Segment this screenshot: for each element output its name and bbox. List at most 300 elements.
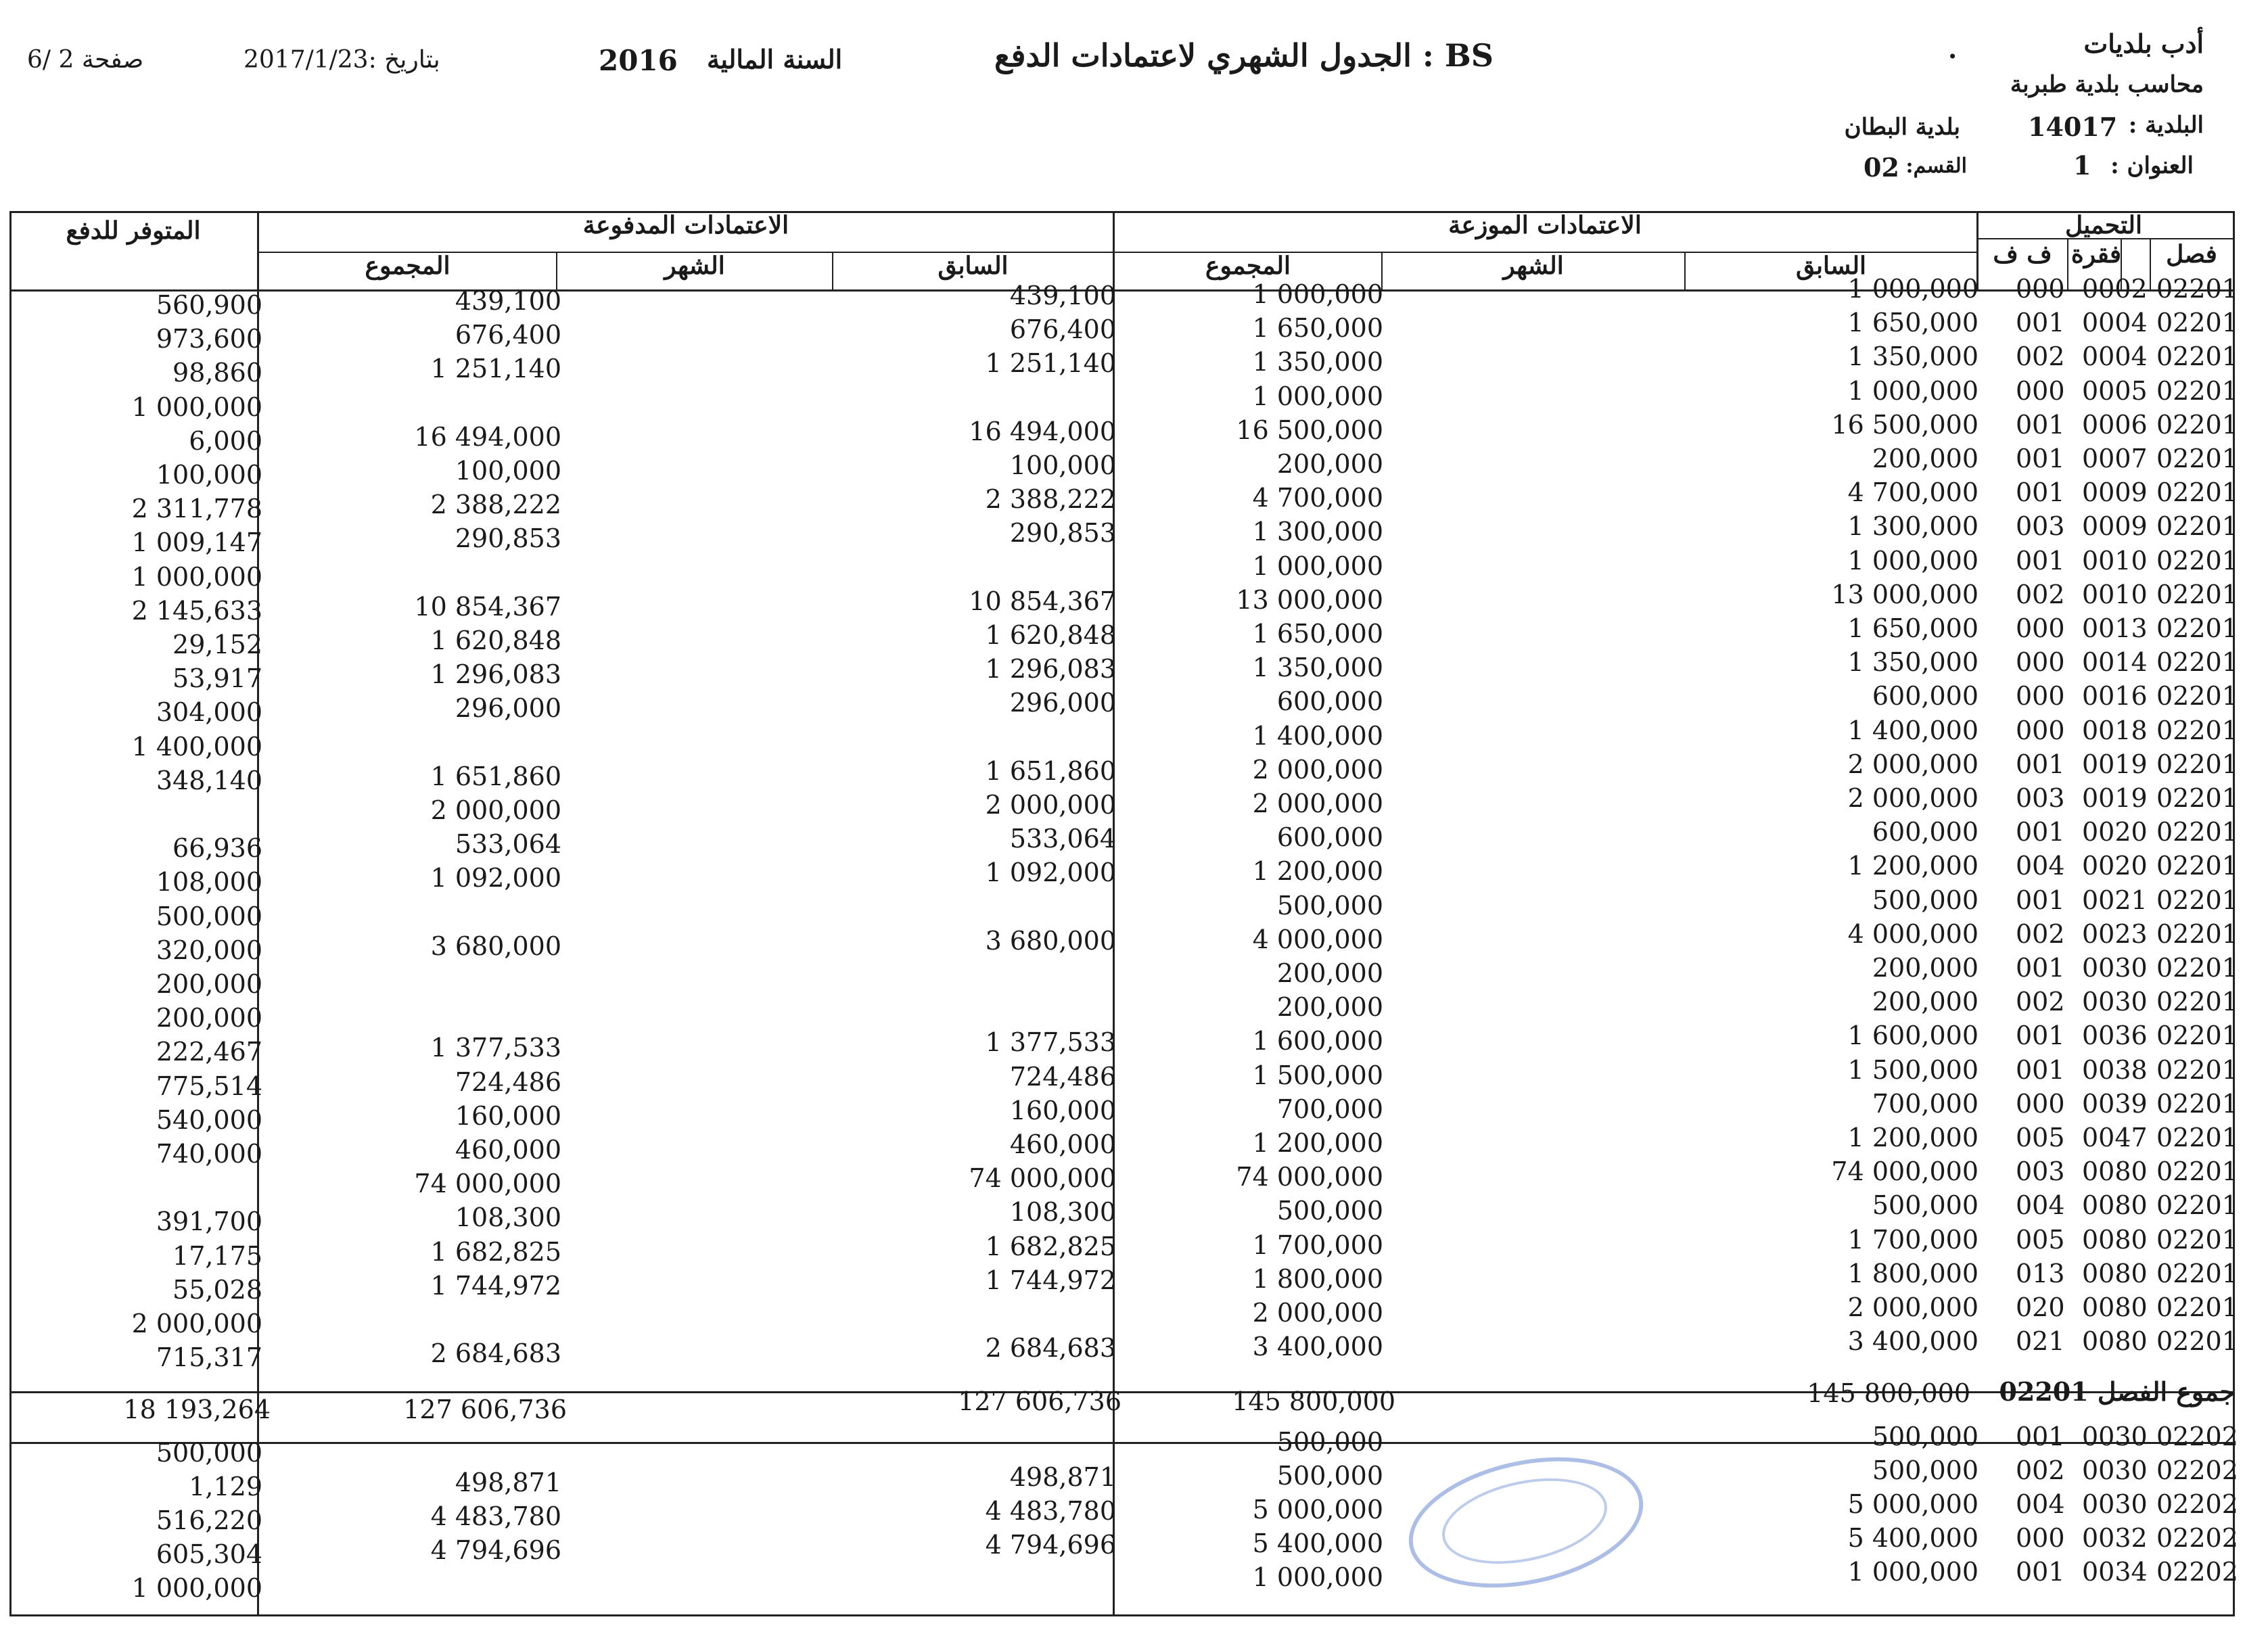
- chapter-code: 02202: [2156, 1489, 2238, 1519]
- available-amount: 6,000: [189, 425, 262, 456]
- distributed-previous: 1 600,000: [1847, 1021, 1978, 1051]
- paid-total: 724,486: [455, 1067, 561, 1097]
- sub-code: 002: [2016, 342, 2065, 372]
- distributed-total: 1 350,000: [1252, 653, 1383, 683]
- available-amount: 2 311,778: [131, 494, 262, 524]
- paragraph-code: 0014: [2082, 647, 2148, 678]
- col-paid-month: الشهر: [664, 252, 725, 280]
- paragraph-code: 0016: [2082, 681, 2148, 712]
- subtotal-distributed-previous: 145 800,000: [1807, 1378, 1970, 1408]
- distributed-total: 13 000,000: [1236, 584, 1383, 615]
- paid-total: 10 854,367: [414, 591, 561, 622]
- sub-code: 003: [2016, 511, 2065, 542]
- available-amount: 2 000,000: [131, 1309, 262, 1338]
- distributed-previous: 2 000,000: [1847, 783, 1978, 813]
- paid-total: 108,300: [455, 1203, 561, 1233]
- paid-previous: 10 854,367: [969, 586, 1116, 616]
- paragraph-code: 0030: [2082, 1455, 2148, 1485]
- paragraph-code: 0032: [2082, 1523, 2148, 1553]
- paid-previous: 108,300: [1009, 1197, 1116, 1228]
- paragraph-code: 0030: [2082, 1489, 2148, 1519]
- paid-total: 1 251,140: [430, 354, 561, 384]
- available-amount: 775,514: [156, 1071, 262, 1101]
- distributed-previous: 700,000: [1872, 1088, 1978, 1119]
- distributed-previous: 500,000: [1872, 1422, 1978, 1451]
- paid-total: 1 620,848: [430, 626, 561, 655]
- available-amount: 516,220: [156, 1506, 262, 1535]
- sub-code: 013: [2016, 1258, 2065, 1288]
- distributed-previous: 600,000: [1872, 681, 1978, 712]
- distributed-total: 200,000: [1276, 958, 1383, 988]
- paid-previous: 4 483,780: [985, 1496, 1116, 1526]
- distributed-total: 1 000,000: [1252, 551, 1383, 581]
- distributed-previous: 1 650,000: [1847, 308, 1978, 338]
- paid-previous: 460,000: [1009, 1129, 1116, 1159]
- paid-previous: 676,400: [1009, 314, 1116, 345]
- chapter-code: 02201: [2156, 613, 2238, 643]
- distributed-total: 500,000: [1276, 890, 1383, 920]
- chapter-code: 02201: [2156, 375, 2238, 406]
- paragraph-code: 0038: [2082, 1054, 2148, 1085]
- distributed-total: 5 400,000: [1252, 1529, 1383, 1558]
- available-amount: 29,152: [172, 630, 262, 659]
- paid-previous: 533,064: [1009, 824, 1116, 854]
- paid-total: 460,000: [455, 1135, 561, 1165]
- paragraph-code: 0080: [2082, 1292, 2148, 1322]
- paragraph-code: 0013: [2082, 613, 2148, 643]
- distributed-total: 4 700,000: [1252, 483, 1383, 513]
- paragraph-code: 0004: [2082, 342, 2148, 372]
- sub-code: 001: [2016, 1054, 2065, 1085]
- paragraph-code: 0047: [2082, 1123, 2148, 1152]
- distributed-total: 3 400,000: [1252, 1332, 1383, 1362]
- available-amount: 1 000,000: [131, 392, 262, 422]
- sub-code: 000: [2016, 613, 2065, 643]
- paid-previous: 1 092,000: [985, 858, 1116, 888]
- sub-code: 001: [2016, 1422, 2065, 1451]
- distributed-previous: 600,000: [1872, 817, 1978, 847]
- chapter-code: 02201: [2156, 1258, 2238, 1288]
- distributed-total: 200,000: [1276, 992, 1383, 1023]
- distributed-previous: 1 000,000: [1847, 545, 1978, 576]
- paragraph-code: 0036: [2082, 1021, 2148, 1051]
- subtotal-distributed-total: 145 800,000: [1232, 1386, 1395, 1416]
- sub-code: 000: [2016, 715, 2065, 745]
- distributed-total: 1 700,000: [1252, 1230, 1383, 1260]
- available-amount: 55,028: [172, 1274, 262, 1305]
- distributed-previous: 1 000,000: [1847, 1557, 1978, 1587]
- paid-total: 100,000: [455, 456, 561, 486]
- paragraph-code: 0023: [2082, 918, 2148, 949]
- paid-previous: 1 620,848: [985, 620, 1116, 650]
- sub-code: 002: [2016, 1455, 2065, 1485]
- chapter-code: 02201: [2156, 545, 2238, 576]
- paid-total: 290,853: [455, 523, 561, 554]
- distributed-total: 74 000,000: [1236, 1162, 1383, 1192]
- sub-code: 004: [2016, 851, 2065, 881]
- paid-total: 160,000: [455, 1100, 561, 1131]
- paragraph-code: 0010: [2082, 579, 2148, 609]
- distributed-total: 1 200,000: [1252, 1128, 1383, 1158]
- title-value: 1: [2073, 150, 2091, 181]
- paid-total: 498,871: [455, 1468, 561, 1497]
- distributed-previous: 1 350,000: [1847, 342, 1978, 372]
- available-amount: 348,140: [156, 765, 262, 795]
- available-amount: 500,000: [156, 1438, 262, 1468]
- available-amount: 1,129: [189, 1472, 262, 1501]
- distributed-previous: 1 200,000: [1847, 1123, 1978, 1152]
- paid-previous: 3 680,000: [985, 925, 1116, 956]
- sub-code: 001: [2016, 1557, 2065, 1587]
- paragraph-code: 0005: [2082, 375, 2148, 406]
- available-amount: 98,860: [172, 358, 262, 388]
- paid-previous: 439,100: [1009, 281, 1116, 310]
- distributed-previous: 1 700,000: [1847, 1224, 1978, 1255]
- municipality-name: بلدية البطان: [1844, 114, 1960, 141]
- page-number: صفحة 2 /6: [27, 46, 144, 74]
- paid-previous: 1 251,140: [985, 348, 1116, 379]
- col-distributed-previous: السابق: [1795, 252, 1867, 280]
- chapter-code: 02201: [2156, 1054, 2238, 1085]
- paragraph-code: 0030: [2082, 953, 2148, 983]
- available-amount: 304,000: [156, 697, 262, 728]
- sub-code: 004: [2016, 1489, 2065, 1519]
- chapter-code: 02201: [2156, 511, 2238, 542]
- col-sub: ف ف: [1993, 240, 2052, 269]
- paid-total: 2 388,222: [430, 490, 561, 520]
- sub-code: 005: [2016, 1224, 2065, 1255]
- chapter-code: 02201: [2156, 918, 2238, 949]
- sub-code: 000: [2016, 647, 2065, 678]
- distributed-total: 16 500,000: [1236, 415, 1383, 445]
- sub-code: 000: [2016, 274, 2065, 304]
- chapter-code: 02201: [2156, 444, 2238, 473]
- distributed-previous: 200,000: [1872, 444, 1978, 473]
- paid-previous: 74 000,000: [969, 1163, 1116, 1194]
- paragraph-code: 0009: [2082, 511, 2148, 542]
- sub-code: 021: [2016, 1326, 2065, 1357]
- chapter-code: 02201: [2156, 1292, 2238, 1322]
- col-imputation: التحميل: [2064, 211, 2142, 239]
- sub-code: 002: [2016, 918, 2065, 949]
- paragraph-code: 0030: [2082, 1422, 2148, 1451]
- distributed-total: 1 650,000: [1252, 313, 1383, 344]
- paid-previous: 100,000: [1009, 450, 1116, 480]
- distributed-total: 1 350,000: [1252, 347, 1383, 377]
- col-available: المتوفر للدفع: [66, 216, 201, 245]
- available-amount: 605,304: [156, 1539, 262, 1569]
- available-amount: 2 145,633: [131, 595, 262, 626]
- distributed-total: 200,000: [1276, 449, 1383, 479]
- paid-previous: 724,486: [1009, 1061, 1116, 1092]
- distributed-previous: 1 400,000: [1847, 715, 1978, 745]
- distributed-previous: 4 700,000: [1847, 477, 1978, 508]
- distributed-previous: 1 500,000: [1847, 1054, 1978, 1085]
- available-amount: 200,000: [156, 1003, 262, 1033]
- col-paid-previous: السابق: [938, 252, 1009, 280]
- distributed-previous: 1 000,000: [1847, 274, 1978, 304]
- paragraph-code: 0020: [2082, 851, 2148, 881]
- chapter-code: 02202: [2156, 1455, 2238, 1485]
- chapter-code: 02201: [2156, 1123, 2238, 1152]
- distributed-total: 500,000: [1276, 1196, 1383, 1226]
- distributed-previous: 2 000,000: [1847, 1292, 1978, 1322]
- paid-total: 439,100: [455, 286, 561, 316]
- chapter-code: 02201: [2156, 274, 2238, 304]
- available-amount: 560,900: [156, 290, 262, 320]
- distributed-previous: 500,000: [1872, 885, 1978, 915]
- paid-previous: 2 388,222: [985, 484, 1116, 515]
- paragraph-code: 0018: [2082, 715, 2148, 745]
- report-title: BS : الجدول الشهري لاعتمادات الدفع: [994, 37, 1494, 74]
- distributed-total: 1 400,000: [1252, 720, 1383, 751]
- chapter-code: 02201: [2156, 783, 2238, 813]
- municipality-label: البلدية :: [2128, 112, 2204, 139]
- chapter-code: 02201: [2156, 579, 2238, 609]
- distributed-previous: 1 200,000: [1847, 851, 1978, 881]
- distributed-previous: 1 800,000: [1847, 1258, 1978, 1288]
- paid-total: 4 794,696: [430, 1535, 561, 1565]
- sub-code: 000: [2016, 681, 2065, 712]
- subtotal-paid-previous: 127 606,736: [958, 1386, 1121, 1416]
- distributed-previous: 1 350,000: [1847, 647, 1978, 678]
- paragraph-code: 0039: [2082, 1088, 2148, 1119]
- paid-previous: 1 682,825: [985, 1231, 1116, 1261]
- paid-previous: 290,853: [1009, 518, 1116, 549]
- available-amount: 391,700: [156, 1207, 262, 1237]
- sub-code: 001: [2016, 885, 2065, 915]
- paid-previous: 16 494,000: [969, 416, 1116, 446]
- paid-previous: 2 000,000: [985, 790, 1116, 820]
- sub-code: 001: [2016, 477, 2065, 508]
- paragraph-code: 0019: [2082, 749, 2148, 779]
- paragraph-code: 0034: [2082, 1557, 2148, 1587]
- sub-code: 001: [2016, 953, 2065, 983]
- sub-code: 002: [2016, 579, 2065, 609]
- sub-code: 004: [2016, 1190, 2065, 1221]
- distributed-previous: 16 500,000: [1831, 409, 1978, 440]
- chapter-code: 02201: [2156, 715, 2238, 745]
- distributed-total: 700,000: [1276, 1094, 1383, 1124]
- distributed-total: 1 600,000: [1252, 1026, 1383, 1056]
- sub-code: 001: [2016, 1021, 2065, 1051]
- distributed-total: 1 500,000: [1252, 1060, 1383, 1090]
- distributed-total: 600,000: [1276, 686, 1383, 717]
- paid-total: 533,064: [455, 829, 561, 860]
- paid-total: 2 000,000: [430, 795, 561, 825]
- paid-previous: 2 684,683: [985, 1333, 1116, 1363]
- chapter-code: 02202: [2156, 1557, 2238, 1587]
- chapter-code: 02201: [2156, 1088, 2238, 1119]
- available-amount: 973,600: [156, 324, 262, 354]
- available-amount: 500,000: [156, 901, 262, 931]
- distributed-total: 500,000: [1276, 1427, 1383, 1457]
- chapter-code: 02201: [2156, 851, 2238, 881]
- paragraph-code: 0007: [2082, 444, 2148, 473]
- paragraph-code: 0004: [2082, 308, 2148, 338]
- paid-previous: 498,871: [1009, 1462, 1116, 1492]
- available-amount: 540,000: [156, 1104, 262, 1135]
- paragraph-code: 0030: [2082, 987, 2148, 1017]
- sub-code: 000: [2016, 1088, 2065, 1119]
- distributed-total: 1 200,000: [1252, 856, 1383, 887]
- available-amount: 100,000: [156, 460, 262, 490]
- paragraph-code: 0080: [2082, 1157, 2148, 1187]
- available-amount: 740,000: [156, 1139, 262, 1169]
- col-paid-total: المجموع: [365, 252, 450, 280]
- paid-total: 2 684,683: [430, 1338, 561, 1369]
- title-label: العنوان :: [2110, 152, 2194, 179]
- sub-code: 020: [2016, 1292, 2065, 1322]
- paid-total: 1 296,083: [430, 659, 561, 690]
- report-date: بتاريخ :2017/1/23: [244, 46, 440, 74]
- sub-code: 000: [2016, 1523, 2065, 1553]
- sub-code: 001: [2016, 409, 2065, 440]
- distributed-total: 5 000,000: [1252, 1495, 1383, 1524]
- paid-previous: 1 651,860: [985, 755, 1116, 786]
- distributed-total: 1 000,000: [1252, 1562, 1383, 1592]
- distributed-previous: 5 400,000: [1847, 1523, 1978, 1553]
- distributed-total: 2 000,000: [1252, 789, 1383, 818]
- paid-total: 1 092,000: [430, 863, 561, 893]
- paid-total: 1 377,533: [430, 1033, 561, 1063]
- available-amount: 1 000,000: [131, 1573, 262, 1603]
- paragraph-code: 0080: [2082, 1224, 2148, 1255]
- paragraph-code: 0080: [2082, 1258, 2148, 1288]
- sub-code: 001: [2016, 749, 2065, 779]
- col-distributed-total: المجموع: [1205, 252, 1291, 280]
- chapter-code: 02201: [2156, 647, 2238, 678]
- subtotal-paid-total: 127 606,736: [403, 1395, 567, 1424]
- distributed-previous: 74 000,000: [1831, 1157, 1978, 1187]
- sub-code: 002: [2016, 987, 2065, 1017]
- distributed-previous: 1 000,000: [1847, 375, 1978, 406]
- chapter-code: 02202: [2156, 1523, 2238, 1553]
- fiscal-label: السنة المالية: [707, 44, 843, 74]
- available-amount: 1 000,000: [131, 561, 262, 592]
- paragraph-code: 0009: [2082, 477, 2148, 508]
- distributed-previous: 5 000,000: [1847, 1489, 1978, 1519]
- distributed-total: 2 000,000: [1252, 1298, 1383, 1328]
- paid-total: 676,400: [455, 320, 561, 350]
- paragraph-code: 0002: [2082, 274, 2148, 304]
- available-amount: 320,000: [156, 935, 262, 965]
- chapter-code: 02201: [2156, 885, 2238, 915]
- fiscal-year: 2016: [599, 44, 678, 77]
- paid-total: 3 680,000: [430, 931, 561, 961]
- distributed-previous: 200,000: [1872, 987, 1978, 1017]
- available-amount: 53,917: [172, 663, 262, 694]
- subtotal-label: جموع الفصل 02201: [1999, 1376, 2236, 1407]
- chapter-code: 02201: [2156, 749, 2238, 779]
- available-amount: 715,317: [156, 1343, 262, 1373]
- col-distributed: الاعتمادات الموزعة: [1448, 211, 1642, 239]
- chapter-code: 02201: [2156, 1190, 2238, 1221]
- col-paid: الاعتمادات المدفوعة: [582, 211, 789, 239]
- chapter-code: 02201: [2156, 1157, 2238, 1187]
- chapter-code: 02201: [2156, 342, 2238, 372]
- chapter-code: 02201: [2156, 987, 2238, 1017]
- sub-code: 003: [2016, 783, 2065, 813]
- paragraph-code: 0020: [2082, 817, 2148, 847]
- distributed-previous: 500,000: [1872, 1455, 1978, 1485]
- org-name: أدب بلديات: [2083, 28, 2204, 59]
- paid-total: 1 682,825: [430, 1236, 561, 1267]
- paid-total: 16 494,000: [414, 421, 561, 452]
- distributed-previous: 4 000,000: [1847, 918, 1978, 949]
- sub-code: 000: [2016, 375, 2065, 406]
- accountant-name: محاسب بلدية طبربة: [2010, 71, 2204, 98]
- distributed-previous: 13 000,000: [1831, 579, 1978, 609]
- chapter-code: 02201: [2156, 817, 2238, 847]
- distributed-previous: 500,000: [1872, 1190, 1978, 1221]
- sub-code: 001: [2016, 444, 2065, 473]
- paragraph-code: 0006: [2082, 409, 2148, 440]
- distributed-total: 600,000: [1276, 822, 1383, 853]
- sub-code: 001: [2016, 308, 2065, 338]
- chapter-code: 02201: [2156, 477, 2238, 508]
- available-amount: 1 400,000: [131, 731, 262, 762]
- distributed-total: 1 800,000: [1252, 1263, 1383, 1294]
- paragraph-code: 0019: [2082, 783, 2148, 813]
- paragraph-code: 0080: [2082, 1190, 2148, 1221]
- sub-code: 001: [2016, 545, 2065, 576]
- section-label: القسم:: [1905, 154, 1967, 178]
- paid-total: 1 744,972: [430, 1270, 561, 1301]
- paid-total: 296,000: [455, 693, 561, 724]
- chapter-code: 02202: [2156, 1422, 2238, 1451]
- distributed-total: 1 000,000: [1252, 279, 1383, 309]
- distributed-previous: 3 400,000: [1847, 1326, 1978, 1357]
- paid-previous: 1 296,083: [985, 654, 1116, 684]
- chapter-code: 02201: [2156, 1224, 2238, 1255]
- col-chapter: فصل: [2166, 240, 2217, 269]
- paragraph-code: 0080: [2082, 1326, 2148, 1357]
- available-amount: 1 009,147: [131, 528, 262, 558]
- available-amount: 200,000: [156, 969, 262, 999]
- paid-previous: 1 377,533: [985, 1027, 1116, 1058]
- paid-previous: 1 744,972: [985, 1265, 1116, 1295]
- distributed-previous: 200,000: [1872, 953, 1978, 983]
- paid-total: 1 651,860: [430, 761, 561, 791]
- chapter-code: 02201: [2156, 953, 2238, 983]
- available-amount: 222,467: [156, 1037, 262, 1067]
- chapter-code: 02201: [2156, 1021, 2238, 1051]
- distributed-previous: 1 300,000: [1847, 511, 1978, 542]
- paid-total: 4 483,780: [430, 1501, 561, 1531]
- available-amount: 17,175: [172, 1240, 262, 1271]
- paragraph-code: 0010: [2082, 545, 2148, 576]
- paid-total: 74 000,000: [414, 1169, 561, 1199]
- chapter-code: 02201: [2156, 681, 2238, 712]
- col-paragraph: فقرة: [2070, 240, 2122, 269]
- distributed-total: 1 300,000: [1252, 517, 1383, 547]
- distributed-total: 1 650,000: [1252, 619, 1383, 649]
- distributed-total: 500,000: [1276, 1461, 1383, 1491]
- org-dot: .: [1948, 34, 1958, 64]
- paragraph-code: 0021: [2082, 885, 2148, 915]
- subtotal-available: 18 193,264: [123, 1395, 271, 1424]
- sub-code: 001: [2016, 817, 2065, 847]
- chapter-code: 02201: [2156, 308, 2238, 338]
- sub-code: 003: [2016, 1157, 2065, 1187]
- distributed-total: 4 000,000: [1252, 924, 1383, 954]
- distributed-total: 1 000,000: [1252, 381, 1383, 411]
- col-distributed-month: الشهر: [1503, 252, 1564, 280]
- sub-code: 005: [2016, 1123, 2065, 1152]
- section-value: 02: [1864, 152, 1899, 183]
- paid-previous: 296,000: [1009, 688, 1116, 718]
